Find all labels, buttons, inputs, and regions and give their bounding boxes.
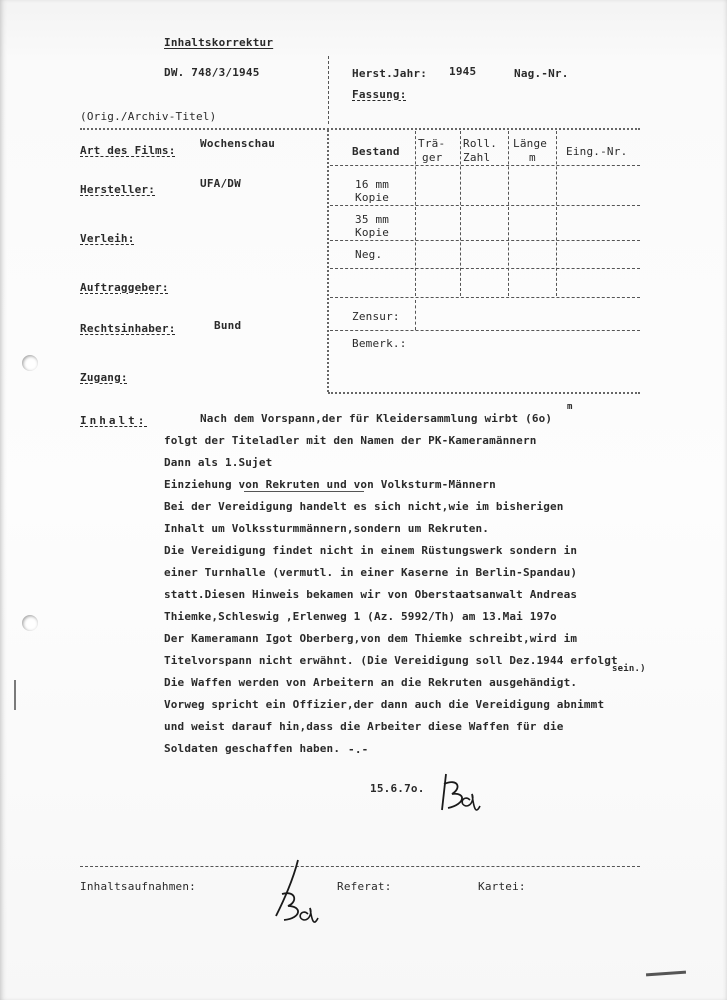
inhalt-line: Titelvorspann nicht erwähnt. (Die Vereidigung soll Dez.1944 erfolgt (164, 654, 618, 667)
inhalt-line: Einziehung von Rekruten und von Volksturm-Männern (164, 478, 496, 491)
table-row-line-4 (330, 268, 640, 269)
herst-jahr-label: Herst.Jahr: (352, 67, 428, 80)
nag-nr-label: Nag.-Nr. (514, 67, 569, 80)
table-row-line-3 (330, 240, 640, 241)
inhalt-line: Dann als 1.Sujet (164, 456, 273, 469)
col-bestand-header: Bestand (352, 145, 400, 158)
table-bottom-border (328, 392, 640, 394)
inhalt-line: und weist darauf hin,dass die Arbeiter diese Waffen für die (164, 720, 564, 733)
header-divider-vertical (328, 56, 329, 124)
inhalt-line: einer Turnhalle (vermutl. in einer Kaserne in Berlin-Spandau) (164, 566, 578, 579)
col-roll-header-2: Zahl (463, 151, 491, 164)
bemerk-label: Bemerk.: (352, 337, 407, 350)
scan-fold-mark (14, 680, 16, 710)
punch-hole-top (22, 355, 38, 371)
art-des-films-label: Art des Films: (80, 144, 176, 157)
fassung-label: Fassung: (352, 88, 407, 101)
table-col-divider-4 (556, 131, 557, 296)
zugang-label: Zugang: (80, 371, 128, 384)
hersteller-value: UFA/DW (200, 177, 241, 190)
col-traeger-header-1: Trä- (418, 137, 446, 150)
referat-label: Referat: (337, 880, 392, 893)
emphasis-underline (244, 491, 364, 492)
inhalt-line: Inhalt um Volkssturmmännern,sondern um Rekruten. (164, 522, 490, 535)
col-laenge-header-2: m (529, 151, 536, 164)
table-row-line-2 (330, 205, 640, 206)
table-col-divider-1 (415, 131, 416, 296)
punch-hole-bottom (22, 615, 38, 631)
orig-archiv-titel: (Orig./Archiv-Titel) (80, 110, 217, 123)
row-16mm-2: Kopie (355, 191, 390, 204)
rechtsinhaber-value: Bund (214, 319, 242, 332)
kartei-label: Kartei: (478, 880, 526, 893)
herst-jahr-value: 1945 (449, 65, 477, 78)
dw-number: DW. 748/3/1945 (164, 66, 260, 79)
row-35mm-1: 35 mm (355, 213, 390, 226)
inhalt-line: folgt der Titeladler mit den Namen der PK-Kameramännern (164, 434, 537, 447)
inhalt-line: Vorweg spricht ein Offizier,der dann auch die Vereidigung abnimmt (164, 698, 605, 711)
table-row-line-5 (330, 297, 640, 298)
auftraggeber-label: Auftraggeber: (80, 281, 169, 294)
row-16mm-1: 16 mm (355, 178, 390, 191)
inhalt-line: Soldaten geschaffen haben. (164, 742, 341, 755)
table-col-divider-2 (460, 131, 461, 296)
inhaltsaufnahmen-label: Inhaltsaufnahmen: (80, 880, 196, 893)
inhalt-line: Nach dem Vorspann,der für Kleidersammlung wirbt (6o) (200, 412, 553, 425)
inhalt-label: Inhalt: (80, 414, 148, 427)
footer-handwritten-signature (268, 856, 328, 926)
superscript-m: m (567, 402, 573, 412)
rechtsinhaber-label: Rechtsinhaber: (80, 322, 176, 335)
zensur-divider (415, 300, 416, 330)
scan-edge-mark (646, 971, 686, 977)
inhalt-line: Der Kameramann Igot Oberberg,von dem Thiemke schreibt,wird im (164, 632, 578, 645)
annotation-sein: sein.) (612, 664, 646, 674)
col-eing-header: Eing.-Nr. (566, 145, 628, 158)
col-roll-header-1: Roll. (463, 137, 498, 150)
row-neg: Neg. (355, 248, 383, 261)
zensur-label: Zensur: (352, 310, 400, 323)
inhalt-line: Bei der Vereidigung handelt es sich nicht,wie im bisherigen (164, 500, 564, 513)
table-col-divider-3 (508, 131, 509, 296)
inhalt-line: Die Vereidigung findet nicht in einem Rüstungswerk sondern in (164, 544, 578, 557)
inhalt-line: statt.Diesen Hinweis bekamen wir von Oberstaatsanwalt Andreas (164, 588, 578, 601)
date-stamp: 15.6.7o. (370, 782, 425, 795)
table-left-border (327, 130, 329, 392)
row-35mm-2: Kopie (355, 226, 390, 239)
inhalt-line: Die Waffen werden von Arbeitern an die Rekruten ausgehändigt. (164, 676, 578, 689)
col-laenge-header-1: Länge (513, 137, 548, 150)
document-title: Inhaltskorrektur (164, 36, 274, 49)
hersteller-label: Hersteller: (80, 183, 156, 196)
col-traeger-header-2: ger (422, 151, 443, 164)
footer-divider (80, 866, 640, 867)
handwritten-initials (436, 770, 496, 818)
table-row-line-1 (330, 165, 640, 166)
inhalt-line: Thiemke,Schleswig ,Erlenweg 1 (Az. 5992/Th) am 13.Mai 197o (164, 610, 557, 623)
verleih-label: Verleih: (80, 232, 135, 245)
end-mark: -.- (348, 743, 369, 756)
zensur-bottom-line (330, 330, 640, 331)
header-divider-horizontal (80, 128, 640, 130)
art-des-films-value: Wochenschau (200, 137, 276, 150)
